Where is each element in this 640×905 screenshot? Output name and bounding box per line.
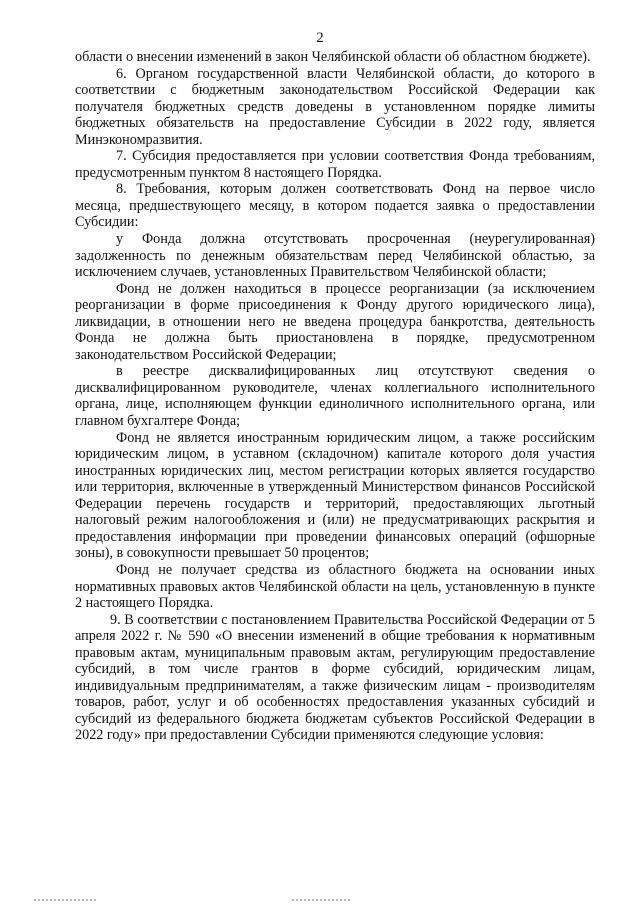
paragraph-item-6: 6. Органом государственной власти Челябинской области, до которого в соответствии с бюджетным законодательством Российской Федерации как получателя бюджетных средств доведены в установленном порядке лимиты бюджетных обязательств на предоставление Субсидии в 2022 году, является Минэкономразвития. xyxy=(75,65,595,148)
paragraph-item-8: 8. Требования, которым должен соответствовать Фонд на первое число месяца, предшествующего месяцу, в котором подается заявка о предоставлении Субсидии: xyxy=(75,181,595,231)
paragraph-item-7: 7. Субсидия предоставляется при условии соответствия Фонда требованиям, предусмотренным пунктом 8 настоящего Порядка. xyxy=(75,148,595,181)
requirement-disqualified-registry: в реестре дисквалифицированных лиц отсутствуют сведения о дисквалифицированном руководителе, членах коллегиального исполнительного органа, лице, исполняющем функции единоличного исполнительного органа, или главном бухгалтере Фонда; xyxy=(75,363,595,430)
paragraph-continuation: области о внесении изменений в закон Челябинской области об областном бюджете). xyxy=(75,49,591,65)
document-body xyxy=(75,49,595,744)
page-number: 2 xyxy=(316,30,324,46)
requirement-not-foreign-entity: Фонд не является иностранным юридическим лицом, а также российским юридическим лицом, в уставном (складочном) капитале которого доля участия иностранных юридических лиц, местом регистрации которых является государство или территория, включенные в утвержденный Министерством финансов Российской Федерации перечень государств и территорий, предоставляющих льготный налоговый режим налогообложения и (или) не предусматривающих раскрытия и предоставления информации при проведении финансовых операций (офшорные зоны), в совокупности превышает 50 процентов; xyxy=(75,429,595,562)
requirement-no-reorganization: Фонд не должен находиться в процессе реорганизации (за исключением реорганизации в форме присоединения к Фонду другого юридического лица), ликвидации, в отношении него не введена процедура банкротства, деятельность Фонда не должна быть приостановлена в порядке, предусмотренном законодательством Российской Федерации; xyxy=(75,280,595,363)
scan-footer-mark-center xyxy=(292,899,350,901)
requirement-no-debt: у Фонда должна отсутствовать просроченная (неурегулированная) задолженность по денежным обязательствам перед Челябинской областью, за исключением случаев, установленных Правительством Челябинской области; xyxy=(75,231,595,281)
requirement-no-other-funding: Фонд не получает средства из областного бюджета на основании иных нормативных правовых актов Челябинской области на цель, установленную в пункте 2 настоящего Порядка. xyxy=(75,561,595,612)
scan-footer-mark-left xyxy=(34,899,98,901)
paragraph-item-9: 9. В соответствии с постановлением Правительства Российской Федерации от 5 апреля 2022 г. № 590 «О внесении изменений в общие требования к нормативным правовым актам, муниципальным правовым актам, регулирующим предоставление субсидий, в том числе грантов в форме субсидий, юридическим лицам, индивидуальным предпринимателям, а также физическим лицам - производителям товаров, работ, услуг и об особенностях предоставления указанных субсидий и субсидий из федерального бюджета бюджетам субъектов Российской Федерации в 2022 году» при предоставлении Субсидии применяются следующие условия: xyxy=(75,611,595,744)
